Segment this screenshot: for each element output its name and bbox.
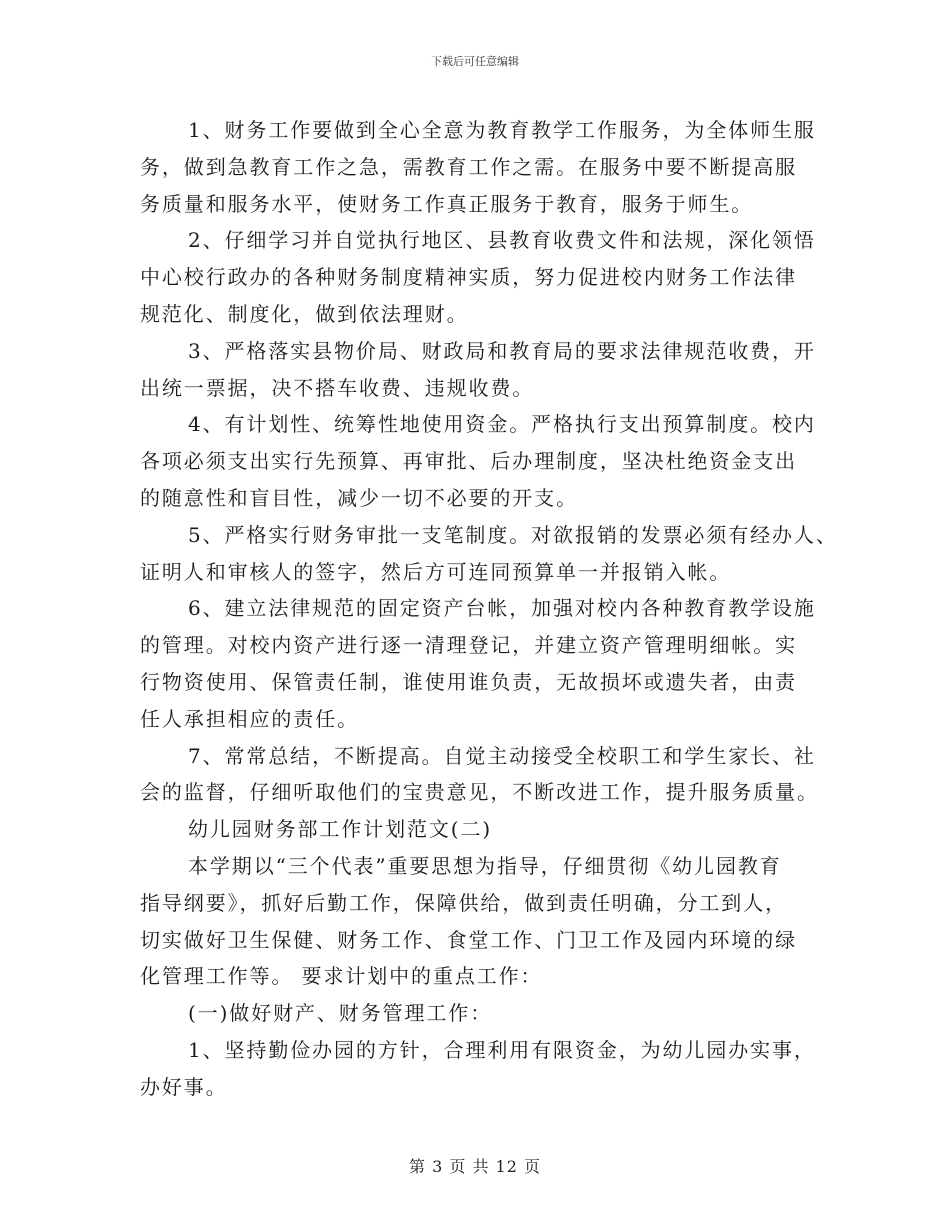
text-line: 的随意性和盲目性，减少一切不必要的开支。 [140,485,578,510]
text-line: 会的监督，仔细听取他们的宝贵意见，不断改进工作，提升服务质量。 [140,780,819,805]
text-line: 7、常常总结，不断提高。自觉主动接受全校职工和学生家长、社 [188,743,816,768]
section-title: 幼儿园财务部工作计划范文(二) [188,817,493,842]
text-line: 务质量和服务水平，使财务工作真正服务于教育，服务于师生。 [140,191,754,216]
text-line: 本学期以“三个代表”重要思想为指导，仔细贯彻《幼儿园教育 [188,853,782,878]
text-line: 5、严格实行财务审批一支笔制度。对欲报销的发票必须有经办人、 [188,522,838,547]
text-line: 中心校行政办的各种财务制度精神实质，努力促进校内财务工作法律 [140,265,797,290]
text-line: 化管理工作等。 要求计划中的重点工作： [140,964,543,989]
text-line: 指导纲要》，抓好后勤工作，保障供给，做到责任明确，分工到人， [140,890,787,915]
page-header: 下载后可任意编辑 [431,55,519,68]
text-line: 办好事。 [140,1074,228,1099]
text-line: 任人承担相应的责任。 [140,706,359,731]
text-line: 切实做好卫生保健、财务工作、食堂工作、门卫工作及园内环境的绿 [140,927,797,952]
text-line: 行物资使用、保管责任制，谁使用谁负责，无故损坏或遗失者，由责 [140,669,797,694]
text-line: 1、坚持勤俭办园的方针，合理利用有限资金，为幼儿园办实事， [188,1037,816,1062]
text-line: 4、有计划性、统筹性地使用资金。严格执行支出预算制度。校内 [188,412,816,437]
text-line: 出统一票据，决不搭车收费、违规收费。 [140,375,535,400]
document-body [140,112,838,1106]
text-line: 各项必须支出实行先预算、再审批、后办理制度，坚决杜绝资金支出 [140,449,797,474]
text-line: 6、建立法律规范的固定资产台帐，加强对校内各种教育教学设施 [188,596,816,621]
text-line: 证明人和审核人的签字，然后方可连同预算单一并报销入帐。 [140,559,732,584]
subsection-title: (一)做好财产、财务管理工作： [188,1001,493,1026]
text-line: 3、严格落实县物价局、财政局和教育局的要求法律规范收费，开 [188,338,816,363]
text-line: 2、仔细学习并自觉执行地区、县教育收费文件和法规，深化领悟 [188,228,816,253]
text-line: 务，做到急教育工作之急，需教育工作之需。在服务中要不断提高服 [140,154,797,179]
text-line: 1、财务工作要做到全心全意为教育教学工作服务，为全体师生服 [188,118,816,142]
text-line: 的管理。对校内资产进行逐一清理登记，并建立资产管理明细帐。实 [140,633,797,658]
text-line: 规范化、制度化，做到依法理财。 [140,301,469,326]
page-number: 第 3 页 共 12 页 [409,1157,541,1176]
